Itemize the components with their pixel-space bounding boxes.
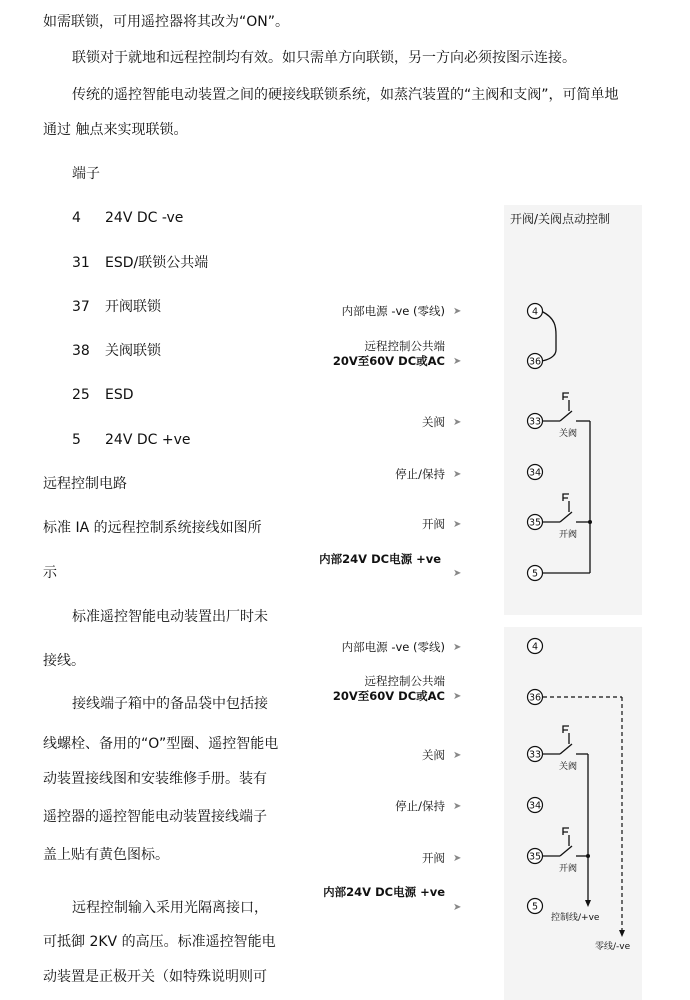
paragraph-interlock-on: 如需联锁，可用遥控器将其改为“ON”。 xyxy=(43,14,289,30)
terminal-number: 4 xyxy=(531,641,539,653)
terminal-num-0: 4 xyxy=(72,210,81,226)
terminal-number: 36 xyxy=(528,692,542,704)
label-stop-bottom: 停止/保持 xyxy=(395,799,445,813)
control-line-label: 控制线/+ve xyxy=(551,913,600,923)
arrow-icon: ➤ xyxy=(453,417,462,428)
switch-contact xyxy=(560,744,572,754)
arrow-icon: ➤ xyxy=(453,568,462,579)
switch-contact xyxy=(560,411,572,421)
paragraph-interlock-scope: 联锁对于就地和远程控制均有效。如只需单方向联锁，另一方向必须按图示连接。 xyxy=(72,50,576,66)
terminal-number: 35 xyxy=(528,851,542,863)
label-close-top: 关阀 xyxy=(422,415,445,429)
arrow-icon: ➤ xyxy=(453,519,462,530)
switch-contact xyxy=(560,846,572,856)
label-internal-pos-top: 内部24V DC电源 +ve xyxy=(319,552,441,566)
terminal-number: 4 xyxy=(531,306,539,318)
switch-contact xyxy=(560,512,572,522)
label-remote-common1-bottom: 远程控制公共端 xyxy=(364,674,445,688)
terminal-number: 33 xyxy=(528,749,542,761)
paragraph-hardwire-line2: 通过 触点来实现联锁。 xyxy=(43,122,188,138)
label-remote-common1-top: 远程控制公共端 xyxy=(364,339,445,353)
arrow-icon: ➤ xyxy=(453,750,462,761)
terminal-num-2: 37 xyxy=(72,299,90,315)
terminal-number: 5 xyxy=(531,901,539,913)
terminal-desc-4: ESD xyxy=(105,387,134,403)
arrow-icon: ➤ xyxy=(453,356,462,367)
terminal-number: 34 xyxy=(528,467,542,479)
neutral-line-label: 零线/-ve xyxy=(595,942,631,952)
terminal-num-4: 25 xyxy=(72,387,90,403)
paragraph-ia-line1: 标准 IA 的远程控制系统接线如图所 xyxy=(43,520,262,536)
label-remote-common2-bottom: 20V至60V DC或AC xyxy=(332,689,445,703)
diagram-title: 开阀/关阀点动控制 xyxy=(510,212,611,226)
arrow-icon: ➤ xyxy=(453,691,462,702)
arrow-icon: ➤ xyxy=(453,853,462,864)
paragraph-optic-line2: 可抵御 2KV 的高压。标准遥控智能电 xyxy=(43,934,276,950)
arrowhead-icon xyxy=(619,930,625,937)
label-internal-neg-top: 内部电源 -ve (零线) xyxy=(341,304,445,318)
terminal-number: 36 xyxy=(528,356,542,368)
terminal-num-3: 38 xyxy=(72,343,90,359)
label-remote-common2-top: 20V至60V DC或AC xyxy=(332,354,445,368)
paragraph-ia-line2: 示 xyxy=(43,565,57,581)
terminal-desc-5: 24V DC +ve xyxy=(105,432,191,448)
label-open-top: 开阀 xyxy=(422,517,445,531)
paragraph-optic-line3: 动装置是正极开关（如特殊说明则可 xyxy=(43,969,267,985)
paragraph-spares-line4: 遥控器的遥控智能电动装置接线端子 xyxy=(43,809,267,825)
label-stop-top: 停止/保持 xyxy=(395,467,445,481)
terminal-number: 35 xyxy=(528,517,542,529)
label-internal-pos-bottom: 内部24V DC电源 +ve xyxy=(323,885,445,899)
paragraph-factory-line2: 接线。 xyxy=(43,653,85,669)
terminal-number: 34 xyxy=(528,800,542,812)
label-internal-neg-bottom: 内部电源 -ve (零线) xyxy=(341,640,445,654)
label-open-bottom: 开阀 xyxy=(422,851,445,865)
terminal-num-5: 5 xyxy=(72,432,81,448)
paragraph-hardwire-line1: 传统的遥控智能电动装置之间的硬接线联锁系统，如蒸汽装置的“主阀和支阀”，可简单地 xyxy=(72,87,619,103)
arrow-icon: ➤ xyxy=(453,902,462,913)
pushbutton-mark xyxy=(563,726,569,744)
switch-label-close: 关阀 xyxy=(559,429,578,439)
paragraph-spares-line2: 线螺栓、备用的“O”型圈、遥控智能电 xyxy=(43,736,279,752)
terminal-number: 5 xyxy=(531,568,539,580)
switch-label-close: 关阀 xyxy=(559,762,578,772)
paragraph-factory-line1: 标准遥控智能电动装置出厂时未 xyxy=(72,609,268,625)
terminal-num-1: 31 xyxy=(72,255,90,271)
arrow-icon: ➤ xyxy=(453,801,462,812)
remote-circuit-title: 远程控制电路 xyxy=(43,476,127,492)
terminal-desc-0: 24V DC -ve xyxy=(105,210,184,226)
junction-dot xyxy=(588,520,592,524)
terminal-desc-2: 开阀联锁 xyxy=(105,299,161,315)
jumper-wire xyxy=(541,311,556,361)
arrow-icon: ➤ xyxy=(453,306,462,317)
paragraph-optic-line1: 远程控制输入采用光隔离接口， xyxy=(72,900,268,916)
terminal-number: 33 xyxy=(528,416,542,428)
paragraph-spares-line3: 动装置接线图和安装维修手册。装有 xyxy=(43,771,267,787)
pushbutton-mark xyxy=(563,494,569,512)
arrowhead-icon xyxy=(585,900,591,907)
pushbutton-mark xyxy=(563,828,569,846)
switch-label-open: 开阀 xyxy=(559,530,578,540)
arrow-icon: ➤ xyxy=(453,642,462,653)
switch-label-open: 开阀 xyxy=(559,864,578,874)
arrow-icon: ➤ xyxy=(453,469,462,480)
paragraph-spares-line1: 接线端子箱中的备品袋中包括接 xyxy=(72,696,268,712)
junction-dot xyxy=(586,854,590,858)
pushbutton-mark xyxy=(563,393,569,411)
label-close-bottom: 关阀 xyxy=(422,748,445,762)
paragraph-spares-line5: 盖上贴有黄色图标。 xyxy=(43,847,169,863)
terminals-title: 端子 xyxy=(72,166,100,182)
terminal-desc-1: ESD/联锁公共端 xyxy=(105,255,209,271)
terminal-desc-3: 关阀联锁 xyxy=(105,343,161,359)
